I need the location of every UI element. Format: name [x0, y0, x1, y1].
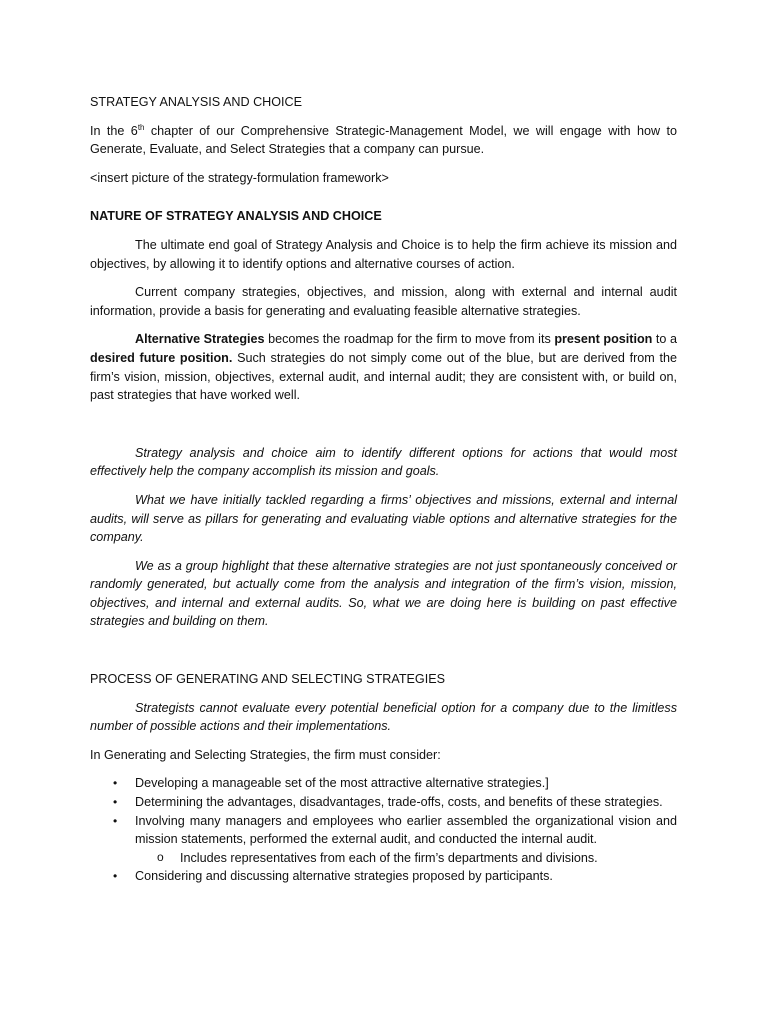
bullet-icon: • — [113, 776, 118, 791]
nature-paragraph-3 — [90, 330, 677, 404]
sub-list-item-text: Includes representatives from each of the firm’s departments and divisions. — [180, 850, 598, 865]
consideration-list — [90, 774, 677, 886]
bullet-icon: • — [113, 813, 118, 828]
list-item-text: Considering and discussing alternative strategies proposed by participants. — [135, 869, 553, 884]
document-title: STRATEGY ANALYSIS AND CHOICE — [90, 95, 303, 109]
process-italic-paragraph: Strategists cannot evaluate every potential beneficial option for a company due to the limitless number of possible actions and their implementations. — [90, 700, 677, 734]
list-item — [90, 867, 677, 886]
intro-paragraph — [90, 122, 677, 159]
text-run: to a — [652, 332, 677, 347]
process-lead-in: In Generating and Selecting Strategies, the firm must consider: — [90, 747, 441, 762]
nature-paragraph-2: Current company strategies, objectives, and mission, along with external and internal audit information, provide a basis for generating and evaluating feasible alternative strategies. — [90, 285, 677, 318]
sub-list-item — [90, 849, 677, 868]
list-item-text: Involving many managers and employees who earlier assembled the organizational vision and mission statements, performed the external audit, and conducted the internal audit. — [135, 813, 677, 847]
spacer — [90, 415, 677, 444]
italic-paragraph-2: What we have initially tackled regarding a firms’ objectives and missions, external and internal audits, will serve as pillars for generating and evaluating viable options and alternative strategies for the company. — [90, 492, 677, 545]
spacer — [90, 641, 677, 670]
italic-paragraph-1: Strategy analysis and choice aim to identify different options for actions that would most effectively help the company accomplish its mission and goals. — [90, 445, 677, 479]
text-run: Such strategies do not simply come out of the blue, but are derived from the firm’s vision, mission, objectives, external audit, and internal audit; they are consistent with, or build on, past strategies that have worked well. — [90, 350, 677, 403]
section-heading-nature: NATURE OF STRATEGY ANALYSIS AND CHOICE — [90, 209, 382, 224]
term-alternative-strategies: Alternative Strategies — [135, 332, 265, 347]
list-item-text: Developing a manageable set of the most attractive alternative strategies.] — [135, 776, 549, 791]
intro-text-end: chapter of our Comprehensive Strategic-Management Model, we will engage with how to Generate, Evaluate, and Select Strategies that a company can pursue. — [90, 123, 677, 157]
intro-text-start: In the 6 — [90, 123, 138, 138]
document-page — [90, 93, 677, 886]
sub-list — [135, 849, 677, 868]
section-heading-process: PROCESS OF GENERATING AND SELECTING STRATEGIES — [90, 672, 446, 687]
image-placeholder-note: <insert picture of the strategy-formulation framework> — [90, 170, 389, 185]
list-item — [90, 812, 677, 868]
term-present-position: present position — [554, 332, 653, 347]
list-item-text: Determining the advantages, disadvantages, trade-offs, costs, and benefits of these strategies. — [135, 795, 663, 810]
ordinal-suffix: th — [137, 122, 145, 132]
circle-bullet-icon: o — [157, 849, 164, 864]
list-item — [90, 774, 677, 793]
bullet-icon: • — [113, 795, 118, 810]
text-run: becomes the roadmap for the firm to move from its — [264, 332, 555, 347]
italic-paragraph-3: We as a group highlight that these alternative strategies are not just spontaneously conceived or randomly generated, but actually come from the analysis and integration of the firm’s vision, mission, objectives, and internal and external audits. So, what we are doing here is building on past effective strategies and building on them. — [90, 558, 677, 629]
list-item — [90, 793, 677, 812]
term-desired-future-position: desired future position. — [90, 350, 233, 365]
nature-paragraph-1: The ultimate end goal of Strategy Analysis and Choice is to help the firm achieve its mission and objectives, by allowing it to identify options and alternative courses of action. — [90, 237, 677, 271]
bullet-icon: • — [113, 869, 118, 884]
spacer — [90, 197, 677, 207]
